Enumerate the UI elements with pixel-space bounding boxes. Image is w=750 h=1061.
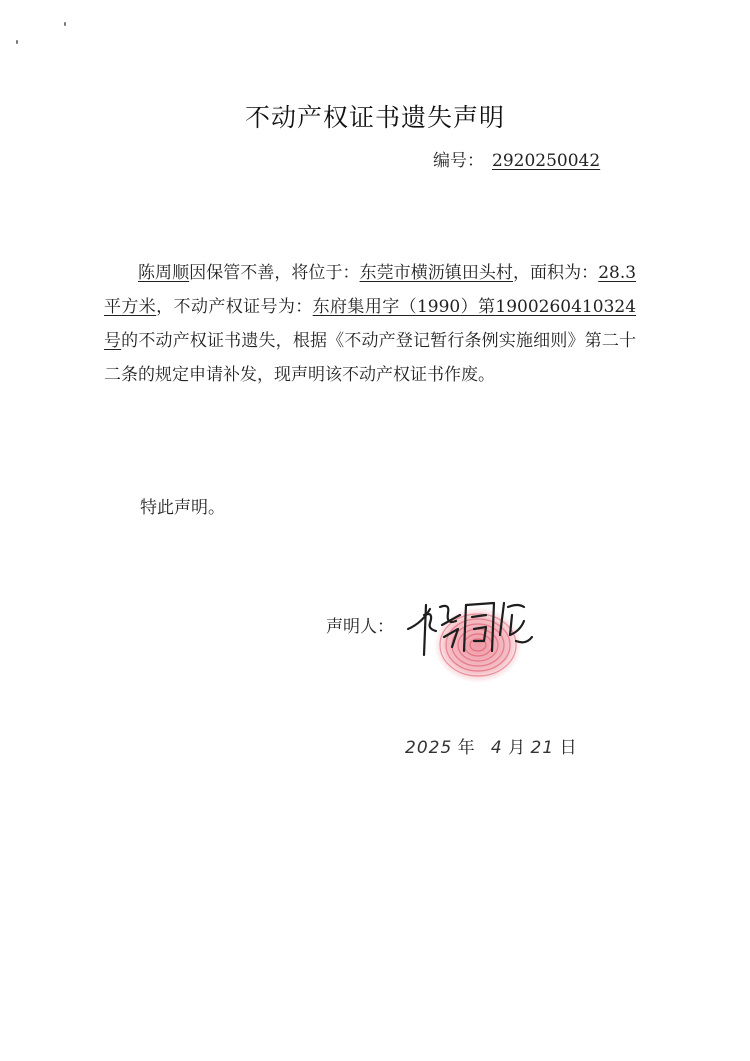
scan-speck bbox=[64, 22, 66, 26]
property-location: 东莞市横沥镇田头村 bbox=[359, 263, 513, 283]
date-year: 2025 bbox=[405, 738, 453, 758]
date-month: 4 bbox=[490, 738, 503, 758]
date-day-unit: 日 bbox=[559, 738, 577, 758]
property-area: 28.3 平方米 bbox=[104, 263, 637, 317]
number-value: 2920250042 bbox=[492, 151, 601, 171]
document-number bbox=[433, 146, 600, 171]
declarant-label: 声明人： bbox=[326, 617, 394, 637]
declaration-date bbox=[405, 733, 577, 758]
body-text-4: 的不动产权证书遗失，根据《不动产登记暂行条例实施细则》第二十二条的规定申请补发，现声明该不动产权证书作废。 bbox=[104, 331, 637, 385]
certificate-prefix: 东府集用字（1990）第 bbox=[312, 297, 496, 317]
body-text-3: ，不动产权证号为： bbox=[156, 297, 313, 317]
declaration-body bbox=[104, 256, 636, 392]
signature-with-fingerprint bbox=[400, 585, 560, 695]
declaration-paragraph bbox=[104, 256, 636, 392]
owner-name: 陈周顺 bbox=[138, 263, 190, 283]
body-text-1: 因保管不善，将位于： bbox=[189, 263, 360, 283]
certificate-number: 1900260410324 号 bbox=[104, 297, 637, 351]
closing-statement: 特此声明。 bbox=[140, 498, 225, 518]
scan-speck bbox=[16, 40, 18, 44]
date-year-unit: 年 bbox=[457, 738, 475, 758]
document-title: 不动产权证书遗失声明 bbox=[244, 103, 505, 132]
date-month-unit: 月 bbox=[508, 738, 526, 758]
body-text-2: ，面积为： bbox=[512, 263, 599, 283]
number-label: 编号： bbox=[433, 151, 484, 171]
date-day: 21 bbox=[530, 738, 555, 758]
